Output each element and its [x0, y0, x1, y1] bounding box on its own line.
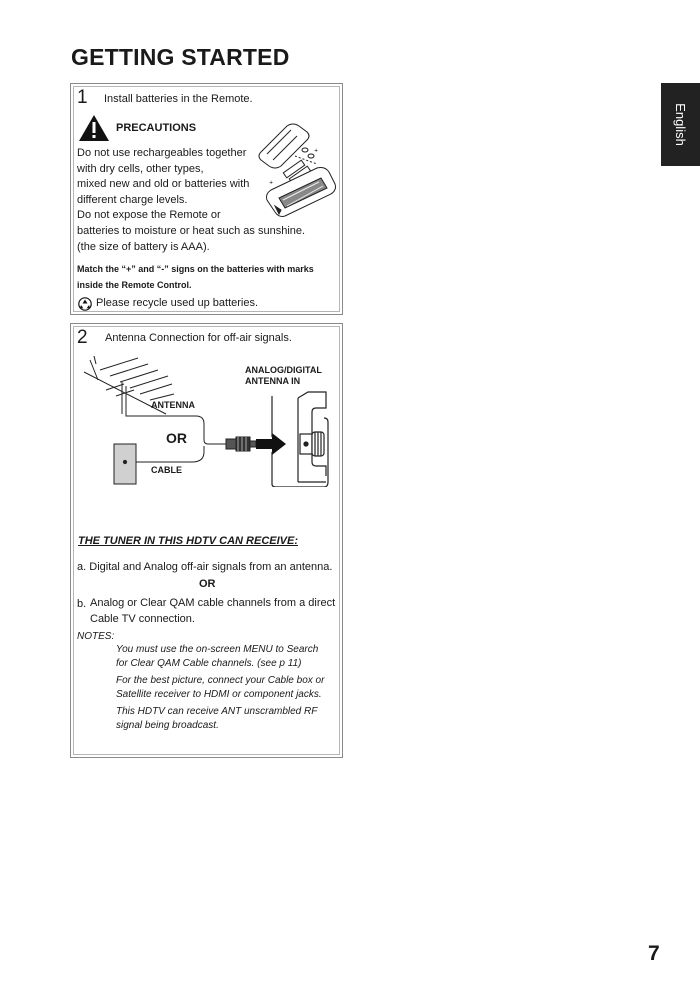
precaution-line: (the size of battery is AAA).	[77, 240, 210, 253]
tuner-heading: THE TUNER IN THIS HDTV CAN RECEIVE:	[78, 535, 299, 547]
step2-instruction: Antenna Connection for off-air signals.	[105, 332, 292, 344]
notes-label: NOTES:	[77, 631, 115, 642]
step1-box	[70, 83, 343, 315]
step2-number: 2	[77, 327, 88, 348]
item-b-line: Analog or Clear QAM cable channels from a direct	[90, 597, 336, 609]
note-line: For the best picture, connect your Cable box or	[116, 675, 325, 686]
precautions-text	[77, 146, 317, 255]
note-item	[116, 643, 341, 670]
precaution-line: Do not use rechargeables together	[77, 147, 247, 159]
item-a-text: Digital and Analog off-air signals from an antenna.	[89, 561, 333, 573]
note-line: This HDTV can receive ANT unscrambled RF	[116, 706, 318, 717]
recycle-text: Please recycle used up batteries.	[96, 297, 259, 309]
recycle-icon	[78, 297, 92, 311]
svg-text:+: +	[314, 148, 319, 154]
match-note-line: Match the “+” and “-” signs on the batteries with marks	[77, 264, 314, 274]
note-line: signal being broadcast.	[116, 719, 219, 731]
svg-text:+: +	[269, 180, 274, 186]
antenna-label: ANTENNA	[151, 400, 195, 410]
battery-match-note	[77, 261, 339, 293]
note-item	[116, 674, 341, 701]
page-title: GETTING STARTED	[71, 44, 290, 70]
precaution-line: different charge levels.	[77, 193, 188, 206]
precautions-title: PRECAUTIONS	[116, 122, 197, 134]
diagram-or-label: OR	[166, 430, 187, 446]
item-b-text	[90, 596, 342, 627]
match-note-line: inside the Remote Control.	[77, 280, 192, 290]
note-line: for Clear QAM Cable channels. (see p 11)	[116, 657, 302, 669]
item-b-marker: b.	[77, 598, 87, 610]
precaution-line: mixed new and old or batteries with	[77, 178, 250, 191]
note-line: You must use the on-screen MENU to Search	[116, 644, 319, 655]
precaution-line: with dry cells, other types,	[77, 162, 204, 175]
item-a	[77, 560, 342, 576]
antenna-port-label	[245, 365, 322, 387]
step1-number: 1	[77, 87, 88, 108]
warning-icon	[78, 114, 110, 142]
receive-or-text: OR	[199, 578, 216, 590]
language-tab-label: English	[673, 103, 689, 146]
item-a-marker: a.	[77, 561, 87, 573]
item-b-line: Cable TV connection.	[90, 612, 195, 625]
port-label-line2: ANTENNA IN	[245, 376, 301, 386]
note-line: Satellite receiver to HDMI or component jacks.	[116, 688, 322, 700]
step2-box	[70, 323, 343, 758]
precaution-line: Do not expose the Remote or	[77, 209, 221, 222]
language-tab	[661, 83, 700, 166]
precaution-line: batteries to moisture or heat such as sunshine.	[77, 224, 306, 237]
step1-instruction: Install batteries in the Remote.	[104, 93, 253, 105]
page-number: 7	[648, 942, 660, 965]
cable-label: CABLE	[151, 465, 182, 475]
port-label-line1: ANALOG/DIGITAL	[245, 365, 322, 375]
note-item	[116, 705, 341, 732]
